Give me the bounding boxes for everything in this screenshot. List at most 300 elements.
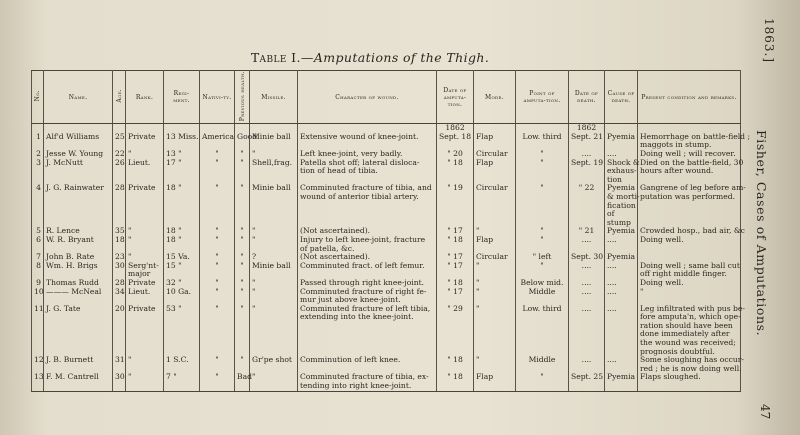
cell-point: Below mid.: [516, 279, 569, 288]
header-wound: Character of wound.: [298, 71, 437, 124]
cell-age: [113, 330, 126, 339]
cell-date-death: [569, 210, 605, 219]
cell-date-amp: " 20: [437, 150, 474, 159]
table-row: [32, 202, 741, 211]
cell-cause: ....: [605, 262, 638, 271]
cell-date-death: Sept. 19: [569, 159, 605, 168]
cell-rank: [126, 339, 164, 348]
header-date-amputation: Date of amputa-tion.: [437, 71, 474, 124]
table-row: [32, 236, 741, 245]
cell-regiment: 1 S.C.: [164, 356, 200, 365]
cell-wound: Extensive wound of knee-joint.: [298, 133, 437, 142]
cell-health: ": [235, 305, 250, 314]
cell-missile: [250, 339, 298, 348]
cell-health: ": [235, 279, 250, 288]
cell-point: [516, 339, 569, 348]
cell-no: 8: [32, 262, 44, 271]
cell-cause: ....: [605, 356, 638, 365]
cell-regiment: 15 ": [164, 262, 200, 271]
cell-regiment: 53 ": [164, 305, 200, 314]
cell-date-amp: " 18: [437, 159, 474, 168]
cell-mode: [474, 210, 516, 219]
cell-remarks: Crowded hosp., bad air, &c: [638, 227, 741, 236]
cell-age: 25: [113, 133, 126, 142]
cell-name: [44, 330, 113, 339]
cell-health: [235, 322, 250, 331]
cell-name: [44, 339, 113, 348]
cell-wound: of patella, &c.: [298, 245, 437, 254]
cell-health: ": [235, 159, 250, 168]
cell-date-amp: [437, 339, 474, 348]
cell-cause: Pyemia: [605, 373, 638, 382]
cell-age: 18: [113, 236, 126, 245]
table-body: [32, 123, 751, 391]
cell-mode: Flap: [474, 373, 516, 382]
cell-remarks: [638, 245, 741, 254]
cell-missile: [250, 313, 298, 322]
cell-mode: [474, 322, 516, 331]
cell-remarks: maggots in stump.: [638, 141, 741, 150]
cell-name: [44, 313, 113, 322]
cell-point: [516, 202, 569, 211]
cell-health: [235, 382, 250, 391]
cell-point: ": [516, 150, 569, 159]
cell-remarks: [638, 202, 741, 211]
cell-nativity: ": [200, 373, 235, 382]
cell-point: [516, 167, 569, 176]
cell-mode: [474, 330, 516, 339]
cell-nativity: [200, 167, 235, 176]
header-mode: Mode.: [474, 71, 516, 124]
cell-missile: Minie ball: [250, 262, 298, 271]
cell-health: ": [235, 288, 250, 297]
cell-regiment: 18 ": [164, 227, 200, 236]
cell-date-amp: [437, 382, 474, 391]
cell-cause: Shock &: [605, 159, 638, 168]
cell-date-death: ....: [569, 356, 605, 365]
cell-mode: Flap: [474, 236, 516, 245]
cell-remarks: ": [638, 288, 741, 297]
cell-missile: [250, 167, 298, 176]
cell-wound: Passed through right knee-joint.: [298, 279, 437, 288]
cell-mode: [474, 339, 516, 348]
cell-age: 30: [113, 373, 126, 382]
cell-nativity: [200, 382, 235, 391]
cell-date-amp: " 29: [437, 305, 474, 314]
cell-mode: ": [474, 227, 516, 236]
cell-health: [235, 167, 250, 176]
cell-no: 4: [32, 184, 44, 193]
cell-wound: Comminuted fracture of left tibia,: [298, 305, 437, 314]
cell-cause: Pyemia: [605, 227, 638, 236]
cell-no: 7: [32, 253, 44, 262]
cell-no: 3: [32, 159, 44, 168]
cell-remarks: done immediately after: [638, 330, 741, 339]
cell-missile: [250, 322, 298, 331]
cell-nativity: [200, 210, 235, 219]
cell-date-amp: 1862: [437, 124, 474, 133]
table-title-prefix: Table I.: [250, 50, 301, 65]
cell-cause: ....: [605, 305, 638, 314]
cell-remarks: ration should have been: [638, 322, 741, 331]
header-age: Age.: [113, 71, 126, 124]
cell-regiment: [164, 339, 200, 348]
cell-missile: ": [250, 150, 298, 159]
cell-regiment: 10 Ga.: [164, 288, 200, 297]
cell-rank: ": [126, 356, 164, 365]
header-previous-health: Previous health.: [235, 71, 250, 124]
cell-name: John B. Rate: [44, 253, 113, 262]
cell-missile: Minie ball: [250, 133, 298, 142]
table-row: [32, 382, 741, 391]
cell-cause: [605, 330, 638, 339]
cell-name: J. G. Rainwater: [44, 184, 113, 193]
cell-remarks: Died on the battle-field, 30: [638, 159, 741, 168]
cell-point: [516, 322, 569, 331]
cell-missile: [250, 193, 298, 202]
cell-point: ": [516, 262, 569, 271]
cell-missile: ?: [250, 253, 298, 262]
cell-mode: Circular: [474, 253, 516, 262]
cell-remarks: Doing well ; same ball cut: [638, 262, 741, 271]
cell-health: ": [235, 356, 250, 365]
cell-name: R. Lence: [44, 227, 113, 236]
cell-mode: [474, 202, 516, 211]
cell-date-death: " 22: [569, 184, 605, 193]
cell-date-death: ....: [569, 305, 605, 314]
cell-cause: [605, 313, 638, 322]
cell-regiment: [164, 193, 200, 202]
cell-date-death: ....: [569, 236, 605, 245]
cell-wound: Comminuted fract. of left femur.: [298, 262, 437, 271]
cell-age: [113, 210, 126, 219]
cell-age: 35: [113, 227, 126, 236]
table-row: [32, 322, 741, 331]
cell-mode: [474, 270, 516, 279]
cell-rank: Lieut.: [126, 288, 164, 297]
cell-missile: ": [250, 279, 298, 288]
header-date-death: Date of death.: [569, 71, 605, 124]
cell-regiment: 18 ": [164, 236, 200, 245]
cell-regiment: 7 ": [164, 373, 200, 382]
cell-mode: ": [474, 305, 516, 314]
cell-missile: [250, 296, 298, 305]
cell-nativity: [200, 193, 235, 202]
cell-age: [113, 202, 126, 211]
cell-point: ": [516, 159, 569, 168]
cell-nativity: [200, 322, 235, 331]
cell-rank: ": [126, 236, 164, 245]
cell-nativity: [200, 330, 235, 339]
cell-rank: ": [126, 373, 164, 382]
cell-date-death: [569, 322, 605, 331]
cell-date-death: [569, 339, 605, 348]
page-number: 47: [758, 404, 772, 420]
cell-cause: fication: [605, 202, 638, 211]
cell-mode: Circular: [474, 150, 516, 159]
table-title: Table I.—Amputations of the Thigh.: [250, 50, 490, 65]
cell-regiment: [164, 167, 200, 176]
cell-missile: ": [250, 305, 298, 314]
cell-missile: [250, 202, 298, 211]
cell-rank: [126, 202, 164, 211]
cell-date-death: [569, 167, 605, 176]
header-no: No.: [32, 71, 44, 124]
cell-health: ": [235, 184, 250, 193]
cell-wound: [298, 339, 437, 348]
cell-cause: tion: [605, 176, 638, 185]
cell-missile: [250, 330, 298, 339]
cell-date-amp: " 19: [437, 184, 474, 193]
cell-rank: [126, 330, 164, 339]
table-title-main: Amputations of the Thigh.: [313, 50, 490, 65]
cell-date-amp: [437, 202, 474, 211]
cell-no: 1: [32, 133, 44, 142]
cell-date-amp: [437, 193, 474, 202]
header-remarks: Present condition and remarks.: [638, 71, 741, 124]
cell-missile: [250, 219, 298, 228]
cell-date-death: [569, 313, 605, 322]
cell-point: [516, 313, 569, 322]
cell-remarks: Hemorrhage on battle-field ;: [638, 133, 741, 142]
cell-wound: (Not ascertained).: [298, 253, 437, 262]
cell-remarks: Doing well ; will recover.: [638, 150, 741, 159]
cell-rank: Private: [126, 133, 164, 142]
cell-remarks: the wound was received;: [638, 339, 741, 348]
cell-health: [235, 339, 250, 348]
table-row: [32, 313, 741, 322]
cell-cause: ....: [605, 279, 638, 288]
cell-no: 2: [32, 150, 44, 159]
cell-age: 26: [113, 159, 126, 168]
cell-date-amp: " 18: [437, 279, 474, 288]
cell-wound: [298, 210, 437, 219]
cell-missile: [250, 245, 298, 254]
cell-date-death: 1862: [569, 124, 605, 133]
cell-regiment: 32 ": [164, 279, 200, 288]
cell-point: ": [516, 373, 569, 382]
cell-date-amp: [437, 210, 474, 219]
cell-mode: Flap: [474, 159, 516, 168]
cell-point: [516, 210, 569, 219]
cell-name: Thomas Rudd: [44, 279, 113, 288]
cell-date-death: ....: [569, 150, 605, 159]
cell-mode: [474, 313, 516, 322]
cell-wound: [298, 202, 437, 211]
cell-nativity: ": [200, 159, 235, 168]
cell-date-amp: [437, 322, 474, 331]
cell-remarks: prognosis doubtful.: [638, 348, 741, 357]
cell-missile: [250, 270, 298, 279]
cell-wound: Injury to left knee-joint, fracture: [298, 236, 437, 245]
cell-wound: Comminuted fracture of tibia, ex-: [298, 373, 437, 382]
cell-date-death: [569, 330, 605, 339]
cell-no: 12: [32, 356, 44, 365]
cell-no: [32, 313, 44, 322]
cell-health: [235, 193, 250, 202]
cell-date-death: [569, 202, 605, 211]
cell-rank: [126, 322, 164, 331]
cell-date-amp: " 18: [437, 373, 474, 382]
cell-nativity: ": [200, 236, 235, 245]
cell-mode: Circular: [474, 184, 516, 193]
cell-mode: ": [474, 288, 516, 297]
cell-date-amp: [437, 313, 474, 322]
cell-name: F. M. Cantrell: [44, 373, 113, 382]
cell-mode: ": [474, 356, 516, 365]
cell-date-amp: [437, 167, 474, 176]
cell-cause: exhaus-: [605, 167, 638, 176]
cell-no: 13: [32, 373, 44, 382]
cell-date-amp: " 17: [437, 253, 474, 262]
cell-rank: major: [126, 270, 164, 279]
cell-nativity: ": [200, 184, 235, 193]
cell-name: Wm. H. Brigs: [44, 262, 113, 271]
running-head-title: Fisher, Cases of Amputations.: [754, 130, 769, 337]
cell-name: J. B. Burnett: [44, 356, 113, 365]
cell-missile: ": [250, 288, 298, 297]
cell-health: ": [235, 236, 250, 245]
cell-rank: [126, 382, 164, 391]
header-row: [32, 71, 741, 124]
cell-nativity: ": [200, 356, 235, 365]
cell-regiment: 13 ": [164, 150, 200, 159]
cell-date-death: [569, 382, 605, 391]
cell-point: [516, 330, 569, 339]
cell-nativity: ": [200, 288, 235, 297]
cell-rank: [126, 193, 164, 202]
header-nativity: Nativi-ty.: [200, 71, 235, 124]
cell-date-death: ....: [569, 279, 605, 288]
cell-nativity: ": [200, 227, 235, 236]
cell-name: W. R. Bryant: [44, 236, 113, 245]
table-row: [32, 330, 741, 339]
cell-rank: Private: [126, 305, 164, 314]
cell-wound: wound of anterior tibial artery.: [298, 193, 437, 202]
cell-regiment: 18 ": [164, 184, 200, 193]
cell-age: [113, 322, 126, 331]
cell-date-death: " 21: [569, 227, 605, 236]
table-row: [32, 167, 741, 176]
cell-name: Jesse W. Young: [44, 150, 113, 159]
cell-health: [235, 210, 250, 219]
cell-no: 5: [32, 227, 44, 236]
cell-missile: ": [250, 236, 298, 245]
cell-missile: [250, 141, 298, 150]
cell-wound: tending into right knee-joint.: [298, 382, 437, 391]
cell-name: [44, 193, 113, 202]
cell-regiment: [164, 382, 200, 391]
cell-age: [113, 193, 126, 202]
cell-cause: Pyemia: [605, 133, 638, 142]
header-rank: Rank.: [126, 71, 164, 124]
cell-date-death: ....: [569, 288, 605, 297]
cell-remarks: putation was performed.: [638, 193, 741, 202]
cell-age: 23: [113, 253, 126, 262]
cell-mode: ": [474, 262, 516, 271]
cell-date-amp: " 18: [437, 356, 474, 365]
cell-date-death: Sept. 21: [569, 133, 605, 142]
cell-cause: [605, 339, 638, 348]
cell-no: [32, 202, 44, 211]
cell-remarks: [638, 210, 741, 219]
table-row: [32, 210, 741, 219]
cell-date-death: Sept. 30: [569, 253, 605, 262]
cell-age: [113, 167, 126, 176]
cell-missile: ": [250, 227, 298, 236]
cell-wound: Patella shot off; lateral disloca-: [298, 159, 437, 168]
cell-rank: Private: [126, 184, 164, 193]
header-regiment: Regi-ment.: [164, 71, 200, 124]
cell-age: 22: [113, 150, 126, 159]
cell-date-death: [569, 193, 605, 202]
cell-nativity: [200, 339, 235, 348]
cell-age: 34: [113, 288, 126, 297]
cell-no: 9: [32, 279, 44, 288]
cell-health: [235, 330, 250, 339]
cell-nativity: ": [200, 150, 235, 159]
cell-remarks: fore amputa'n, which ope-: [638, 313, 741, 322]
header-missile: Missile.: [250, 71, 298, 124]
cell-health: ": [235, 150, 250, 159]
header-name: Name.: [44, 71, 113, 124]
cell-rank: [126, 167, 164, 176]
cell-remarks: Some sloughing has occur-: [638, 356, 741, 365]
header-point: Point of amputa-tion.: [516, 71, 569, 124]
cell-rank: Serg'nt-: [126, 262, 164, 271]
cell-point: " left: [516, 253, 569, 262]
cell-cause: [605, 382, 638, 391]
cell-nativity: ": [200, 253, 235, 262]
cell-wound: Comminuted fracture of tibia, and: [298, 184, 437, 193]
cell-remarks: hours after wound.: [638, 167, 741, 176]
cell-no: [32, 193, 44, 202]
cell-age: 31: [113, 356, 126, 365]
cell-wound: tion of head of tibia.: [298, 167, 437, 176]
cell-no: [32, 210, 44, 219]
cell-nativity: ": [200, 305, 235, 314]
cell-no: [32, 382, 44, 391]
cell-mode: ": [474, 279, 516, 288]
cell-remarks: [638, 382, 741, 391]
cell-regiment: [164, 322, 200, 331]
cell-regiment: [164, 330, 200, 339]
cell-age: [113, 382, 126, 391]
cell-name: Alf'd Williams: [44, 133, 113, 142]
cell-cause: ....: [605, 288, 638, 297]
cell-name: ——— McNeal: [44, 288, 113, 297]
cell-cause: stump: [605, 219, 638, 228]
cell-health: [235, 202, 250, 211]
cell-wound: Comminuted fracture of right fe-: [298, 288, 437, 297]
cell-regiment: 17 ": [164, 159, 200, 168]
cell-name: [44, 322, 113, 331]
cell-date-death: ....: [569, 262, 605, 271]
cell-regiment: [164, 210, 200, 219]
cell-nativity: ": [200, 262, 235, 271]
cell-point: ": [516, 227, 569, 236]
cell-health: [235, 313, 250, 322]
cell-point: Middle: [516, 288, 569, 297]
cell-mode: [474, 382, 516, 391]
cell-rank: [126, 210, 164, 219]
cell-point: Middle: [516, 356, 569, 365]
cell-remarks: off right middle finger.: [638, 270, 741, 279]
cell-age: [113, 313, 126, 322]
cell-name: [44, 202, 113, 211]
cell-cause: & morti-: [605, 193, 638, 202]
cell-mode: [474, 193, 516, 202]
